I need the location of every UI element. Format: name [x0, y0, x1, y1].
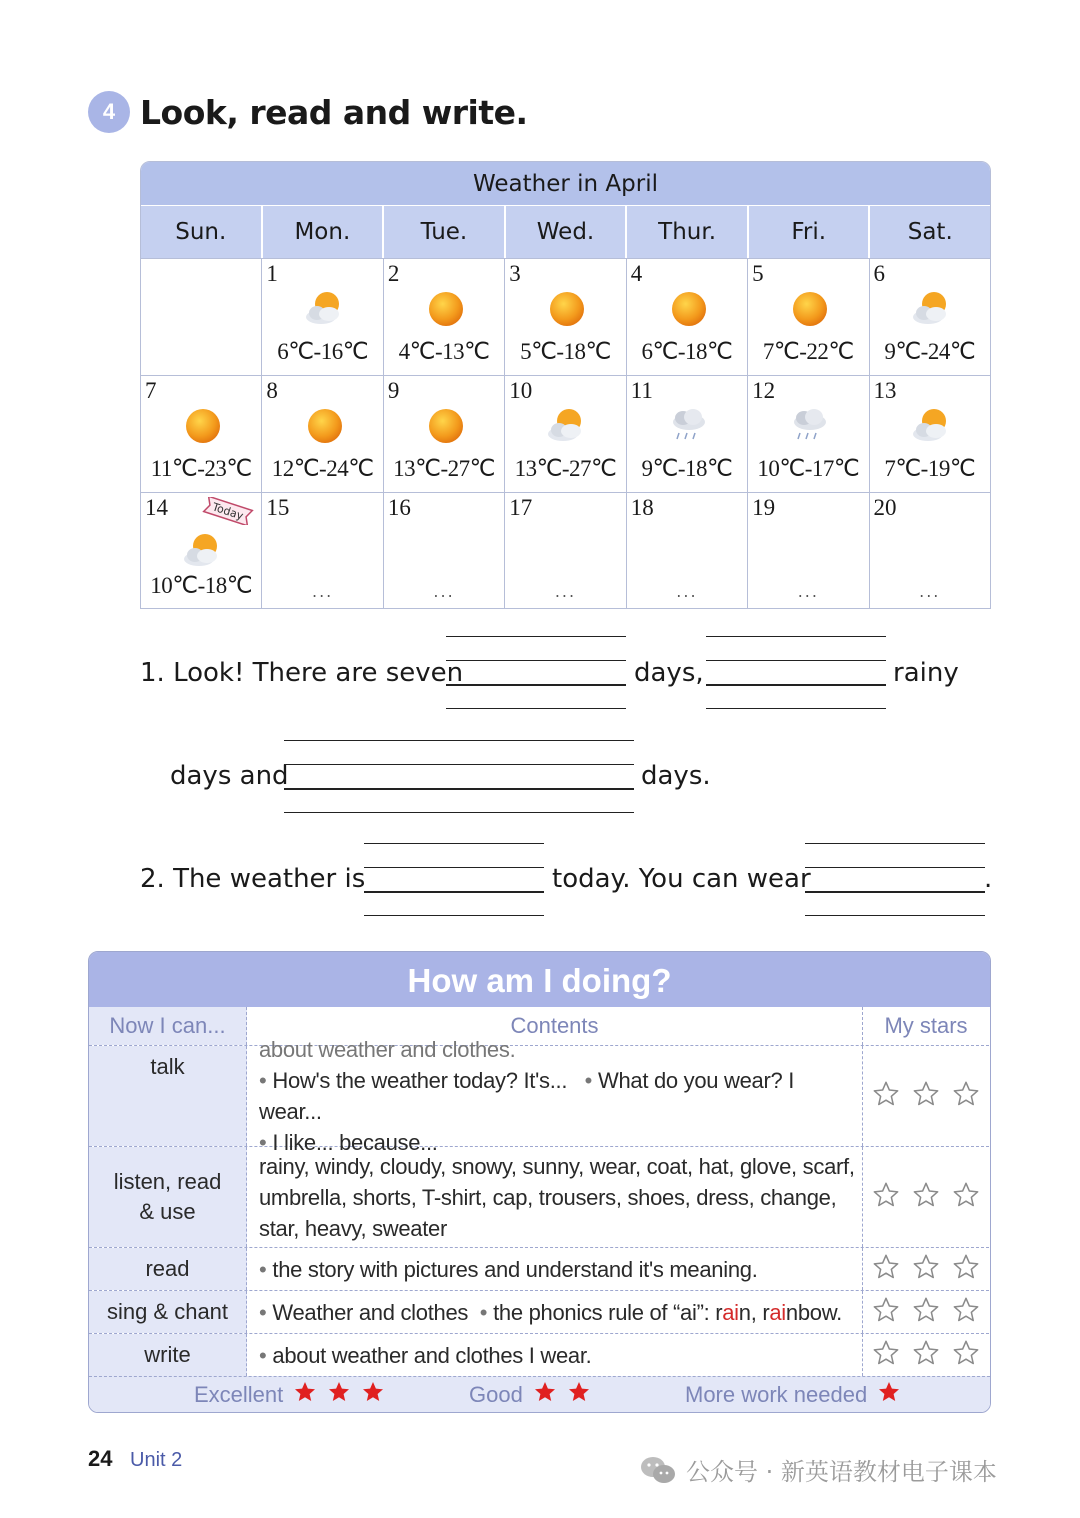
ellipsis-placeholder: ... [919, 582, 941, 601]
star-outline-icon[interactable] [872, 1296, 900, 1328]
talk-bullet-1: How's the weather today? It's... [272, 1068, 568, 1093]
temperature-range: 11℃-23℃ [150, 456, 252, 481]
q2-text-1: 2. The weather is [140, 864, 366, 894]
ellipsis-placeholder: ... [433, 582, 455, 601]
talk-bullet-2: What do you wear? I wear... [259, 1068, 795, 1124]
star-outline-icon[interactable] [912, 1339, 940, 1371]
day-number: 10 [509, 378, 533, 403]
ellipsis-placeholder: ... [312, 582, 334, 601]
exercise-number-badge: 4 [88, 91, 130, 133]
star-red-icon [361, 1380, 385, 1410]
weather-week-row [141, 492, 990, 609]
temperature-range: 6℃-16℃ [277, 339, 369, 364]
day-number: 7 [145, 378, 157, 403]
rating-stars-sing[interactable] [863, 1291, 989, 1333]
assessment-row-listen [89, 1147, 989, 1248]
exercise-title: Look, read and write. [140, 92, 528, 132]
wechat-icon [640, 1455, 676, 1485]
star-red-icon [533, 1380, 557, 1410]
temperature-range: 6℃-18℃ [641, 339, 733, 364]
assessment-row-read: read • the story with pictures and understand it's meaning. [89, 1248, 989, 1291]
q1-text-1: 1. Look! There are seven [140, 658, 464, 688]
day-number: 12 [752, 378, 776, 403]
temperature-range: 10℃-18℃ [150, 573, 253, 598]
weekday-wed: Wed. [504, 206, 626, 258]
day-number: 6 [873, 261, 886, 286]
self-assessment-panel [88, 951, 991, 1413]
temperature-range: 10℃-17℃ [757, 456, 860, 481]
weather-day-cell [747, 493, 868, 609]
temperature-range: 5℃-18℃ [520, 339, 611, 364]
talk-bullet-3: I like... because... [272, 1130, 438, 1155]
skill-read: read [145, 1256, 190, 1281]
legend-good-label: Good [469, 1381, 523, 1407]
cloudy-icon [910, 287, 954, 331]
cloudy-icon [181, 529, 225, 573]
q1-text-3: rainy [893, 658, 959, 688]
talk-intro: about weather and clothes. [259, 1037, 516, 1062]
rating-stars-talk[interactable] [863, 1046, 989, 1146]
weather-day-cell [383, 493, 504, 609]
day-number: 11 [630, 378, 653, 403]
star-outline-icon[interactable] [872, 1339, 900, 1371]
legend-good [469, 1380, 591, 1410]
assessment-grid [89, 1007, 989, 1377]
weekday-sun: Sun. [175, 219, 227, 245]
star-outline-icon[interactable] [952, 1339, 980, 1371]
q1-blank-2[interactable] [706, 636, 886, 710]
unit-label: Unit 2 [130, 1449, 183, 1471]
legend-excellent-label: Excellent [194, 1381, 284, 1407]
star-outline-icon[interactable] [872, 1181, 900, 1213]
weather-day-cell [141, 493, 261, 609]
weather-day-cell [626, 493, 747, 609]
cloudy-icon [545, 404, 589, 448]
weather-day-cell [261, 259, 382, 375]
header-contents: Contents [247, 1007, 863, 1045]
temperature-range: 7℃-19℃ [884, 456, 976, 481]
assessment-title: How am I doing? [89, 952, 990, 1007]
temperature-range: 13℃-27℃ [393, 456, 495, 481]
legend-excellent [194, 1380, 385, 1410]
temperature-range: 9℃-24℃ [884, 339, 976, 364]
weather-day-cell [869, 259, 990, 375]
weather-day-cell [383, 376, 504, 492]
q2-blank-1[interactable] [364, 843, 544, 917]
read-bullet: the story with pictures and understand it's meaning. [272, 1256, 758, 1282]
temperature-range: 7℃-22℃ [762, 339, 854, 364]
assessment-row-write: write • about weather and clothes I wear. [89, 1334, 989, 1377]
weather-day-cell [869, 376, 990, 492]
q2-blank-2[interactable] [805, 843, 985, 917]
q1-blank-3[interactable] [284, 740, 634, 814]
day-number: 8 [266, 378, 278, 403]
day-number: 19 [752, 495, 776, 520]
skill-talk: talk [150, 1054, 185, 1079]
star-red-icon [567, 1380, 591, 1410]
weather-calendar-title: Weather in April [141, 162, 990, 206]
cloudy-icon [910, 404, 954, 448]
rainy-icon [667, 404, 711, 448]
weather-day-cell [869, 493, 990, 609]
star-outline-icon[interactable] [952, 1181, 980, 1213]
legend-more-work [685, 1380, 901, 1410]
day-number: 14 [145, 495, 168, 520]
weather-day-cell [383, 259, 504, 375]
sunny-icon [424, 404, 468, 448]
day-number: 18 [630, 495, 654, 520]
star-outline-icon[interactable] [952, 1080, 980, 1112]
sing-bullet-2-pre: the phonics rule of “ai”: r [493, 1299, 723, 1325]
day-number: 2 [387, 261, 400, 286]
weather-day-cell [504, 259, 625, 375]
q2-period: . [984, 864, 993, 894]
q1-text-2: days, [634, 658, 704, 688]
star-outline-icon[interactable] [912, 1080, 940, 1112]
day-number: 5 [752, 261, 764, 286]
day-number: 15 [266, 495, 290, 520]
vocabulary-list: rainy, windy, cloudy, snowy, sunny, wear, coat, hat, glove, scarf, umbrella, shorts, T-shirt, cap, trousers, shoes, dress, change, star, heavy, sweater [259, 1153, 855, 1241]
skill-listen-read: listen, read [113, 1169, 222, 1194]
sunny-icon [303, 404, 347, 448]
temperature-range: 13℃-27℃ [514, 456, 617, 481]
sunny-icon [424, 287, 468, 331]
day-number: 16 [387, 495, 411, 520]
weekday-fri: Fri. [747, 206, 869, 258]
day-number: 4 [630, 261, 643, 286]
day-number: 3 [509, 261, 521, 286]
star-outline-icon[interactable] [952, 1296, 980, 1328]
weekday-mon: Mon. [261, 206, 383, 258]
sunny-icon [667, 287, 711, 331]
skill-sing-chant: sing & chant [106, 1299, 229, 1324]
star-outline-icon[interactable] [912, 1253, 940, 1285]
star-outline-icon[interactable] [952, 1253, 980, 1285]
sing-bullet-1: Weather and clothes [272, 1299, 469, 1325]
q1-text-5: days. [641, 761, 711, 791]
temperature-range: 4℃-13℃ [398, 339, 490, 364]
exercise-heading [88, 88, 528, 136]
page-number: 24 [88, 1446, 113, 1471]
sunny-icon [545, 287, 589, 331]
legend-more-label: More work needed [685, 1381, 868, 1407]
q1-blank-1[interactable] [446, 636, 626, 710]
weather-day-cell [626, 376, 747, 492]
cloudy-icon [303, 287, 347, 331]
today-label: Today [210, 500, 245, 523]
sunny-icon [788, 287, 832, 331]
watermark-text: 公众号 · 新英语教材电子课本 [686, 1458, 997, 1486]
phonics-ai-1: ai [722, 1299, 739, 1325]
rating-stars-read[interactable] [863, 1248, 989, 1290]
weather-week-row [141, 258, 990, 375]
assessment-row-talk: talk about weather and clothes. • How's the weather today? It's... • What do you wear? I wear... • I like... because... [89, 1046, 989, 1147]
weather-day-cell [747, 376, 868, 492]
weekday-thur: Thur. [625, 206, 747, 258]
star-outline-icon[interactable] [912, 1181, 940, 1213]
q1-text-4: days and [170, 761, 289, 791]
star-outline-icon[interactable] [872, 1253, 900, 1285]
rating-stars-write[interactable] [863, 1334, 989, 1376]
ellipsis-placeholder: ... [676, 582, 698, 601]
weather-day-cell [747, 259, 868, 375]
rainy-icon [788, 404, 832, 448]
sing-bullet-2-mid: n, r [738, 1299, 770, 1325]
star-outline-icon[interactable] [912, 1296, 940, 1328]
weather-day-cell [504, 376, 625, 492]
day-number: 17 [509, 495, 533, 520]
header-now-i-can: Now I can... [89, 1007, 247, 1045]
weather-calendar [140, 161, 991, 609]
day-number: 9 [387, 378, 400, 403]
ellipsis-placeholder: ... [554, 582, 577, 601]
weather-day-cell [504, 493, 625, 609]
day-number: 13 [873, 378, 897, 403]
phonics-ai-2: ai [769, 1299, 786, 1325]
star-red-icon [293, 1380, 317, 1410]
star-outline-icon[interactable] [872, 1080, 900, 1112]
day-number: 20 [873, 495, 897, 520]
weather-grid [141, 258, 990, 609]
weekday-sat: Sat. [868, 206, 990, 258]
today-tag [199, 497, 257, 525]
sunny-icon [181, 404, 225, 448]
rating-stars-listen[interactable] [863, 1147, 989, 1247]
weather-day-cell [261, 493, 382, 609]
temperature-range: 12℃-24℃ [271, 456, 374, 481]
write-bullet: about weather and clothes I wear. [272, 1342, 592, 1368]
ellipsis-placeholder: ... [797, 582, 819, 601]
q2-text-2: today. You can wear [552, 864, 811, 894]
watermark [640, 1452, 997, 1487]
weather-day-cell [141, 376, 261, 492]
weather-day-cell [261, 376, 382, 492]
weekday-tue: Tue. [382, 206, 504, 258]
day-number: 1 [266, 261, 278, 286]
assessment-row-sing: sing & chant • Weather and clothes • the phonics rule of “ai”: rain, rainbow. [89, 1291, 989, 1334]
sing-bullet-2-post: nbow. [785, 1299, 842, 1325]
temperature-range: 9℃-18℃ [641, 456, 733, 481]
skill-write: write [144, 1342, 191, 1367]
header-my-stars: My stars [884, 1013, 968, 1038]
weather-day-cell [626, 259, 747, 375]
star-red-icon [877, 1380, 901, 1410]
weekday-header [141, 206, 990, 258]
weather-day-cell [141, 259, 261, 375]
star-legend [89, 1376, 990, 1412]
star-red-icon [327, 1380, 351, 1410]
skill-and-use: & use [139, 1199, 196, 1224]
weather-week-row [141, 375, 990, 492]
